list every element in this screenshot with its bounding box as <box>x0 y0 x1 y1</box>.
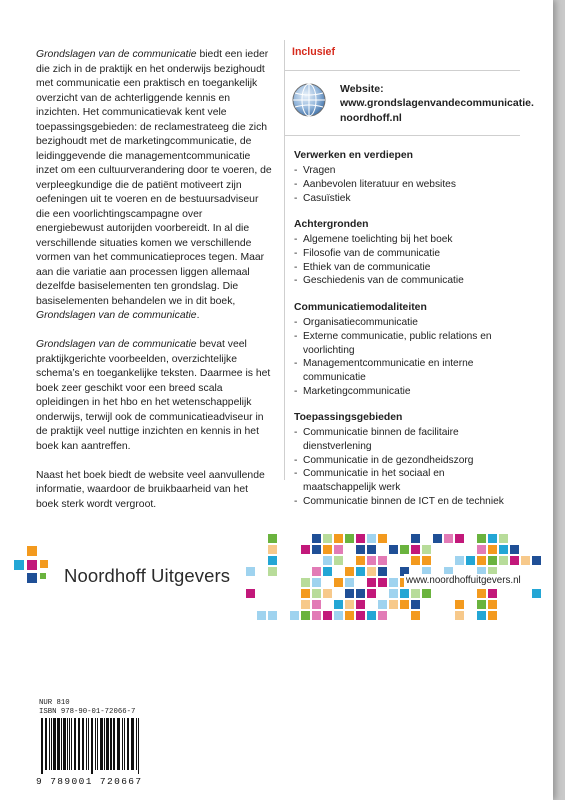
section-list <box>294 316 520 398</box>
mosaic-tile <box>455 611 464 620</box>
mosaic-tile <box>323 545 332 554</box>
description-column <box>36 48 272 512</box>
mosaic-tile <box>312 567 321 576</box>
paragraph-text: biedt een ieder die zich in de praktijk en het onderwijs bezighoudt met communicatie een praktisch en toegankelijk overzicht van de achterliggende kennis en inzichten. Het communicatievak kent vele toepassingsgebieden: de reclamestrateeg die zich bezighoudt met de marketingcommunicatie, de leidinggevende die managementcommunicatie inzet om een cultuurverandering door te voeren, de verpleegkundige die de patiënt motiveert zijn oefeningen uit te voeren en de bestuursadviseur die een voorlichtingscampagne over energiebewust autorijden voorbereidt. In al die verschillende situaties komen we verschillende vormen van het communicatieproces tegen. Maar aan die variatie aan processen liggen allemaal dezelfde basiselementen ten grondslag. Die basiselementen behandelen we in dit boek, <box>36 49 272 307</box>
barcode-bar <box>78 718 80 770</box>
mosaic-tile <box>334 578 343 587</box>
section-list <box>294 164 520 205</box>
barcode-bar <box>88 718 89 770</box>
book-title-italic: Grondslagen van de communicatie <box>36 339 197 350</box>
mosaic-tile <box>246 545 255 554</box>
mosaic-tile <box>433 534 442 543</box>
section-title: Achtergronden <box>294 219 369 231</box>
mosaic-tile <box>411 600 420 609</box>
mosaic-tile <box>334 600 343 609</box>
barcode-bar <box>82 718 84 770</box>
list-item: - Communicatie binnen de ICT en de techniek <box>294 495 520 509</box>
barcode-bar <box>97 718 98 770</box>
barcode-bar <box>57 718 60 770</box>
list-item: - Filosofie van de communicatie <box>294 247 520 261</box>
mosaic-tile <box>367 600 376 609</box>
barcode-bar <box>100 718 103 770</box>
mosaic-tile <box>389 589 398 598</box>
barcode-bar <box>86 718 87 770</box>
mosaic-tile <box>510 545 519 554</box>
mosaic-tile <box>444 600 453 609</box>
section-verwerken <box>284 149 520 205</box>
website-block <box>284 71 534 136</box>
mosaic-tile <box>499 534 508 543</box>
mosaic-tile <box>378 589 387 598</box>
mosaic-tile <box>400 556 409 565</box>
section-title: Communicatiemodaliteiten <box>294 302 427 314</box>
barcode-bar <box>117 718 120 770</box>
mosaic-tile <box>323 611 332 620</box>
description-paragraph-1 <box>36 48 272 324</box>
mosaic-tile <box>268 578 277 587</box>
publisher-url: www.noordhoffuitgevers.nl <box>406 575 521 586</box>
mosaic-tile <box>477 600 486 609</box>
nur-isbn-block <box>39 699 135 717</box>
barcode-bar <box>71 718 72 770</box>
list-item: - Casuïstiek <box>294 192 520 206</box>
mosaic-tile <box>378 534 387 543</box>
mosaic-tile <box>433 556 442 565</box>
section-list <box>294 426 520 508</box>
mosaic-tile <box>532 534 541 543</box>
inclusief-heading: Inclusief <box>292 46 335 58</box>
description-paragraph-2 <box>36 338 272 454</box>
barcode-bar <box>49 718 50 770</box>
barcode-bar <box>136 718 137 770</box>
mosaic-tile <box>510 556 519 565</box>
mosaic-tile <box>477 589 486 598</box>
list-item: - Aanbevolen literatuur en websites <box>294 178 520 192</box>
barcode-bar <box>61 718 62 770</box>
list-item: - Externe communicatie, public relations en voorlichting <box>294 330 520 357</box>
barcode-bar <box>69 718 70 770</box>
mosaic-tile <box>367 567 376 576</box>
mosaic-tile <box>422 545 431 554</box>
mosaic-tile <box>334 567 343 576</box>
mosaic-tile <box>422 556 431 565</box>
barcode-bar <box>53 718 56 770</box>
mosaic-tile <box>301 556 310 565</box>
mosaic-tile <box>356 600 365 609</box>
mosaic-tile <box>367 556 376 565</box>
barcode-bar <box>41 718 43 774</box>
barcode-bar <box>104 718 105 770</box>
mosaic-tile <box>521 611 530 620</box>
mosaic-tile <box>323 534 332 543</box>
barcode-bar <box>45 718 47 770</box>
mosaic-tile <box>389 567 398 576</box>
mosaic-tile <box>301 567 310 576</box>
section-title: Toepassingsgebieden <box>294 412 403 424</box>
barcode-bar <box>67 718 68 770</box>
mosaic-tile <box>455 589 464 598</box>
barcode-bar <box>51 718 52 770</box>
mosaic-tile <box>378 600 387 609</box>
mosaic-tile <box>422 589 431 598</box>
mosaic-tile <box>268 556 277 565</box>
book-title-italic: Grondslagen van de communicatie <box>36 310 197 321</box>
mosaic-tile <box>312 534 321 543</box>
mosaic-tile <box>301 589 310 598</box>
barcode-bar <box>131 718 134 770</box>
mosaic-tile <box>477 545 486 554</box>
mosaic-tile <box>455 534 464 543</box>
list-item: - Communicatie in de gezondheidszorg <box>294 454 520 468</box>
mosaic-tile <box>356 611 365 620</box>
mosaic-tile <box>411 534 420 543</box>
list-item: - Managementcommunicatie en interne communicatie <box>294 357 520 384</box>
mosaic-tile <box>301 578 310 587</box>
mosaic-tile <box>323 567 332 576</box>
mosaic-tile <box>521 556 530 565</box>
mosaic-tile <box>367 589 376 598</box>
mosaic-tile <box>246 589 255 598</box>
mosaic-tile <box>268 534 277 543</box>
mosaic-tile <box>477 534 486 543</box>
mosaic-tile <box>345 578 354 587</box>
mosaic-tile <box>488 545 497 554</box>
inclusief-column <box>284 46 534 509</box>
mosaic-tile <box>433 600 442 609</box>
mosaic-tile <box>356 556 365 565</box>
mosaic-tile <box>312 600 321 609</box>
mosaic-tile <box>356 589 365 598</box>
list-item: - Organisatiecommunicatie <box>294 316 520 330</box>
mosaic-tile <box>488 534 497 543</box>
mosaic-tile <box>411 611 420 620</box>
mosaic-tile <box>301 611 310 620</box>
website-text <box>340 82 534 126</box>
mosaic-tile <box>356 545 365 554</box>
mosaic-tile <box>345 545 354 554</box>
mosaic-tile <box>532 556 541 565</box>
mosaic-tile <box>345 600 354 609</box>
mosaic-tile <box>499 545 508 554</box>
mosaic-tile <box>444 534 453 543</box>
mosaic-tile <box>334 534 343 543</box>
mosaic-tile <box>367 545 376 554</box>
mosaic-tile <box>257 600 266 609</box>
section-communicatiemodaliteiten <box>284 301 520 398</box>
mosaic-tile <box>378 567 387 576</box>
mosaic-tile <box>389 545 398 554</box>
mosaic-tile <box>323 578 332 587</box>
barcode-bar <box>91 718 93 774</box>
mosaic-tile <box>290 611 299 620</box>
mosaic-tile <box>499 556 508 565</box>
mosaic-tile <box>378 611 387 620</box>
barcode-bar <box>138 718 139 774</box>
mosaic-tile <box>455 600 464 609</box>
mosaic-tile <box>323 556 332 565</box>
mosaic-tile <box>389 578 398 587</box>
mosaic-tile <box>246 567 255 576</box>
list-item: - Communicatie binnen de facilitaire dienstverlening <box>294 426 520 453</box>
divider <box>284 135 520 136</box>
globe-icon <box>292 83 326 117</box>
noordhoff-logo-icon <box>14 546 48 584</box>
barcode-bar <box>124 718 125 770</box>
list-item: - Geschiedenis van de communicatie <box>294 274 520 288</box>
mosaic-tile <box>312 578 321 587</box>
list-item: - Marketingcommunicatie <box>294 385 520 399</box>
mosaic-tile <box>510 600 519 609</box>
mosaic-tile <box>488 600 497 609</box>
mosaic-tile <box>356 567 365 576</box>
mosaic-tile <box>477 611 486 620</box>
list-item: - Communicatie in het sociaal en maatschappelijk werk <box>294 467 520 494</box>
mosaic-tile <box>301 534 310 543</box>
mosaic-tile <box>400 600 409 609</box>
mosaic-tile <box>268 611 277 620</box>
mosaic-tile <box>411 589 420 598</box>
mosaic-tile <box>367 578 376 587</box>
section-list <box>294 233 520 288</box>
website-url-line-1: www.grondslagenvandecommunicatie. <box>340 97 534 110</box>
mosaic-tile <box>411 545 420 554</box>
mosaic-tile <box>312 545 321 554</box>
mosaic-tile <box>323 589 332 598</box>
mosaic-tile <box>345 567 354 576</box>
barcode-digits: 9 789001 720667 <box>36 776 143 787</box>
mosaic-tile <box>334 611 343 620</box>
barcode-bar <box>74 718 76 770</box>
mosaic-tile <box>268 545 277 554</box>
list-item: - Ethiek van de communicatie <box>294 261 520 275</box>
mosaic-tile <box>345 611 354 620</box>
barcode-bar <box>122 718 123 770</box>
mosaic-tile <box>345 589 354 598</box>
mosaic-tile <box>312 611 321 620</box>
website-url-line-2: noordhoff.nl <box>340 111 402 124</box>
barcode-bar <box>127 718 129 770</box>
section-toepassingsgebieden <box>284 411 520 508</box>
mosaic-tile <box>411 556 420 565</box>
website-label: Website: <box>340 82 384 95</box>
nur-code: NUR 810 <box>39 699 70 707</box>
mosaic-tile <box>301 600 310 609</box>
mosaic-tile <box>378 578 387 587</box>
mosaic-tile <box>356 534 365 543</box>
mosaic-tile <box>334 545 343 554</box>
barcode-bar <box>110 718 112 770</box>
mosaic-tile <box>367 534 376 543</box>
mosaic-tile <box>268 567 277 576</box>
isbn-code: ISBN 978-90-01-72066-7 <box>39 708 136 716</box>
barcode-bar <box>63 718 66 770</box>
mosaic-tile <box>301 545 310 554</box>
list-item: - Algemene toelichting bij het boek <box>294 233 520 247</box>
barcode-bar <box>113 718 115 770</box>
mosaic-tile <box>466 556 475 565</box>
mosaic-tile <box>312 556 321 565</box>
mosaic-tile <box>334 556 343 565</box>
mosaic-tile <box>433 589 442 598</box>
mosaic-tile <box>488 589 497 598</box>
mosaic-tile <box>389 600 398 609</box>
mosaic-tile <box>532 589 541 598</box>
paragraph-text: bevat veel praktijkgerichte voorbeelden, overzichtelijke schema’s en toegankelijke teksten. Daarmee is het boek zeer geschikt voor een breed scala opleidingen in het hbo en het wetenschappelijk onderwijs, terwijl ook de communicatieadviseur in de praktijk veel nuttige inzichten en kennis in het boek kan aantreffen. <box>36 339 271 452</box>
paragraph-text: . <box>196 310 200 321</box>
mosaic-tile <box>312 589 321 598</box>
mosaic-tile <box>488 556 497 565</box>
section-title: Verwerken en verdiepen <box>294 150 413 162</box>
section-achtergronden <box>284 218 520 288</box>
mosaic-tile <box>455 556 464 565</box>
mosaic-tile <box>257 611 266 620</box>
list-item: - Vragen <box>294 164 520 178</box>
mosaic-tile <box>477 556 486 565</box>
barcode <box>39 718 143 774</box>
book-title-italic: Grondslagen van de communicatie <box>36 49 197 60</box>
mosaic-tile <box>400 545 409 554</box>
barcode-bar <box>95 718 96 770</box>
description-paragraph-3: Naast het boek biedt de website veel aanvullende informatie, waardoor de bruikbaarheid van het boek sterk wordt vergroot. <box>36 469 265 510</box>
mosaic-tile <box>488 611 497 620</box>
mosaic-tile <box>367 611 376 620</box>
publisher-name: Noordhoff Uitgevers <box>64 565 231 586</box>
mosaic-tile <box>378 556 387 565</box>
barcode-bar <box>106 718 109 770</box>
mosaic-tile <box>345 534 354 543</box>
mosaic-tile <box>400 589 409 598</box>
